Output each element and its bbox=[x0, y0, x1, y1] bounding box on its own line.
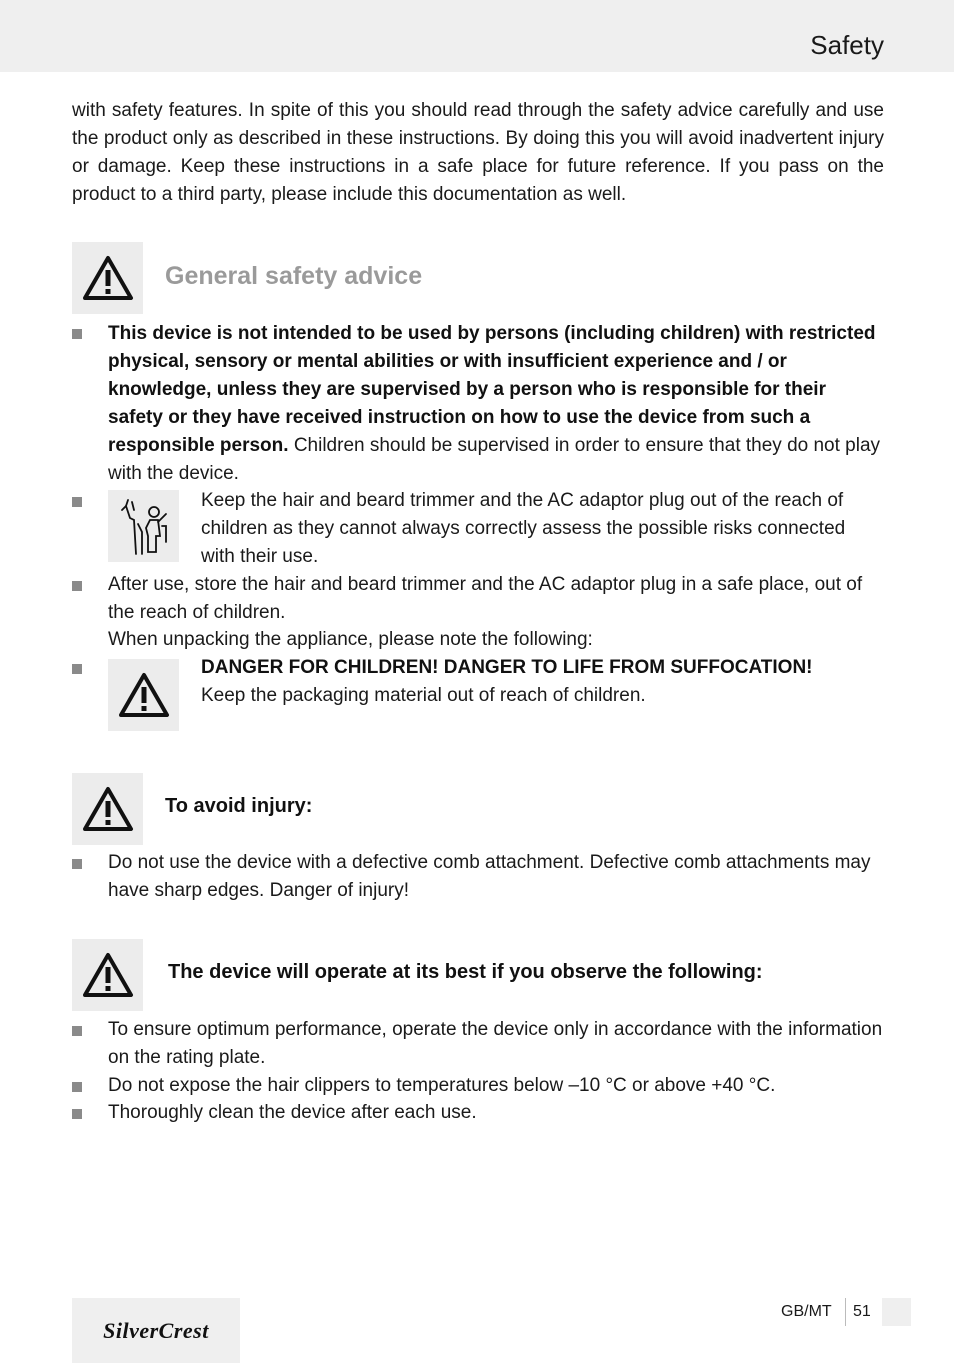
section-title: General safety advice bbox=[165, 262, 423, 290]
item-bold-text: This device is not intended to be used by persons (including children) with restricted physical, sensory or mental abilities or with insufficient experience and / or knowledge, unless they are supervised by a person who is responsible for their safety or they have received instruction on how to use the device from such a responsible person. bbox=[108, 323, 876, 456]
footer-divider bbox=[845, 1298, 846, 1326]
subsection-title: To avoid injury: bbox=[165, 795, 313, 817]
bullet bbox=[72, 859, 82, 869]
list-item: After use, store the hair and beard trimmer and the AC adaptor plug in a safe place, out of the reach of children. bbox=[108, 574, 863, 623]
brand-logo-box bbox=[72, 1298, 240, 1363]
warning-box bbox=[108, 659, 179, 731]
warning-triangle-icon bbox=[82, 786, 134, 832]
brand-logo: SilverCrest bbox=[103, 1317, 209, 1343]
warning-box bbox=[72, 773, 143, 845]
item-text: Children should be supervised in order to ensure that they do not play with the device. bbox=[108, 435, 881, 484]
bullet bbox=[72, 329, 82, 339]
child-safety-icon bbox=[116, 496, 172, 556]
warning-box bbox=[72, 939, 143, 1011]
list-item: To ensure optimum performance, operate the device only in accordance with the information on the rating plate. bbox=[108, 1019, 883, 1068]
intro-paragraph: with safety features. In spite of this you should read through the safety advice carefully and use the product only as described in these instructions. By doing this you will avoid inadvertent injury or damage. Keep these instructions in a safe place for future reference. If you pass on the product to a third party, please include this documentation as well. bbox=[72, 100, 884, 205]
list-item: Do not expose the hair clippers to temperatures below –10 °C or above +40 °C. bbox=[108, 1075, 776, 1096]
subsection-title: The device will operate at its best if you observe the following: bbox=[168, 961, 763, 983]
warning-triangle-icon bbox=[118, 672, 170, 718]
danger-text: DANGER FOR CHILDREN! DANGER TO LIFE FROM SUFFOCATION! bbox=[201, 657, 813, 678]
note-text: When unpacking the appliance, please note the following: bbox=[108, 629, 593, 650]
warning-box bbox=[72, 242, 143, 314]
bullet bbox=[72, 497, 82, 507]
bullet bbox=[72, 1026, 82, 1036]
footer-locale: GB/MT bbox=[781, 1303, 832, 1320]
list-item: Keep the hair and beard trimmer and the AC adaptor plug out of the reach of children as they cannot always correctly assess the possible risks connected with their use. bbox=[201, 490, 846, 567]
bullet bbox=[72, 1109, 82, 1119]
list-item bbox=[201, 654, 884, 710]
child-safety-box bbox=[108, 490, 179, 562]
warning-triangle-icon bbox=[82, 255, 134, 301]
list-item: Thoroughly clean the device after each use. bbox=[108, 1102, 477, 1123]
bullet bbox=[72, 664, 82, 674]
page-header-title: Safety bbox=[810, 30, 884, 60]
list-item bbox=[108, 320, 884, 488]
page-number: 51 bbox=[853, 1303, 871, 1320]
list-item: Do not use the device with a defective comb attachment. Defective comb attachments may have sharp edges. Danger of injury! bbox=[108, 852, 871, 901]
item-text: Keep the packaging material out of reach of children. bbox=[201, 685, 646, 706]
footer-tab bbox=[882, 1298, 911, 1326]
bullet bbox=[72, 581, 82, 591]
warning-triangle-icon bbox=[82, 952, 134, 998]
bullet bbox=[72, 1082, 82, 1092]
